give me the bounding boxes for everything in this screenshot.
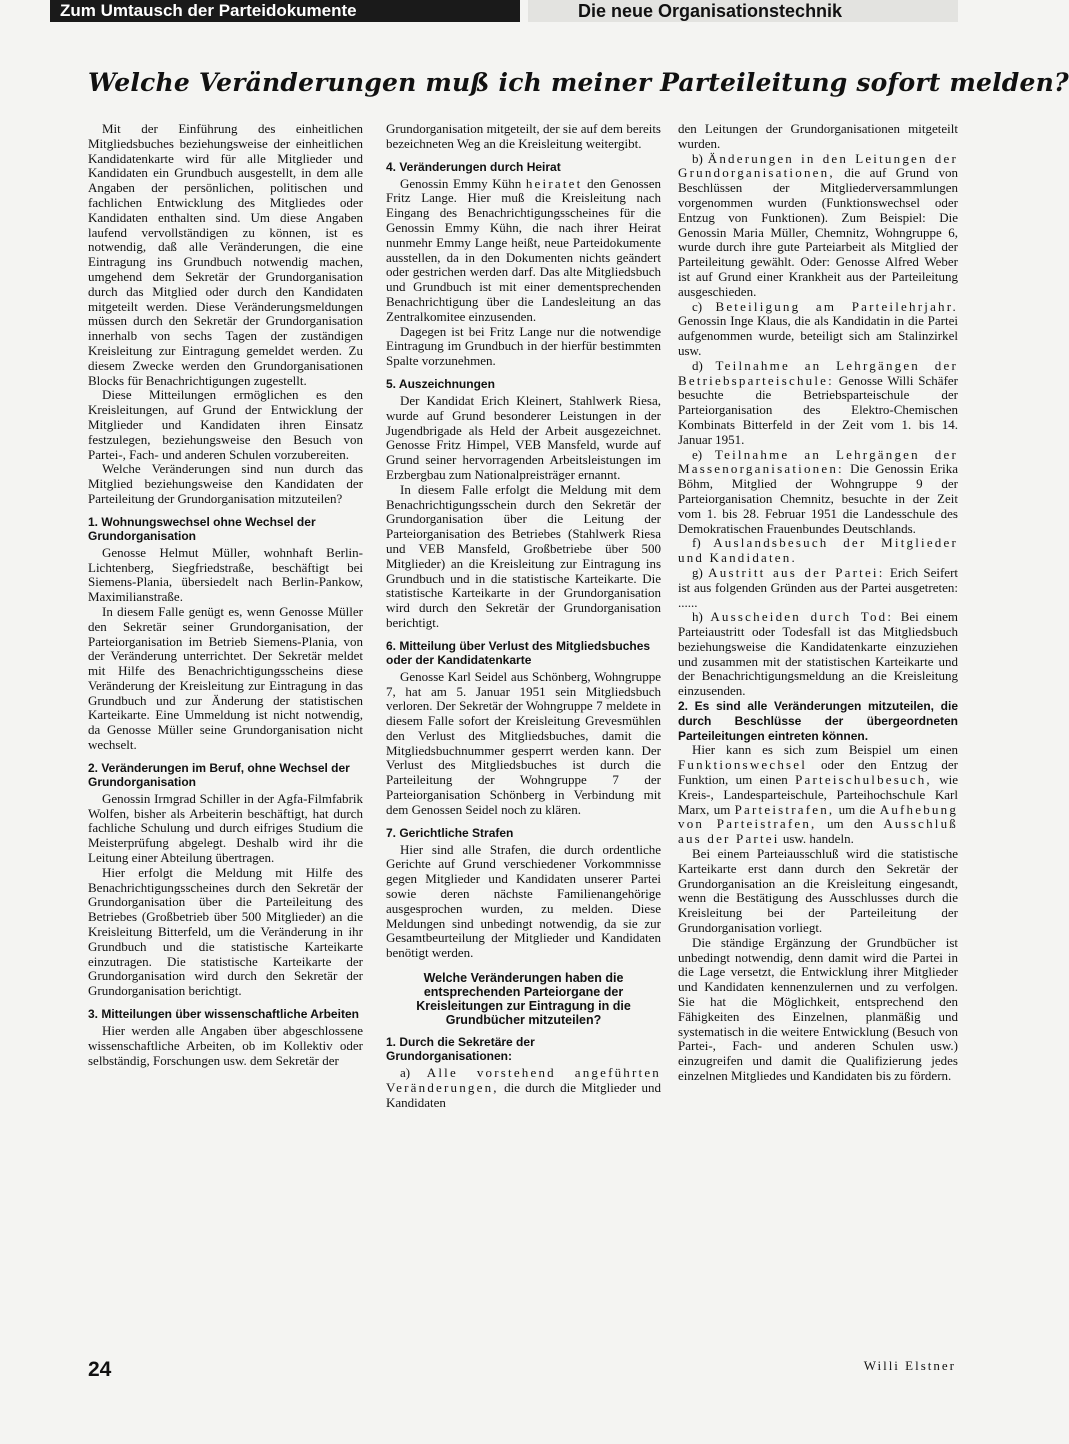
paragraph: Welche Veränderungen sind nun durch das Mitglied beziehungsweise den Kandidaten der Parteileitung der Grundorganisation mitzuteilen? [88, 461, 363, 506]
paragraph: Mit der Einführung des einheitlichen Mitgliedsbuches beziehungsweise der einheitlichen Kandidatenkarte wird für alle Mitglieder und Kandidaten ein Grundbuch ausgestellt, in dem alle Angaben der persönlichen, politischen und fachlichen Entwicklung des Mitgliedes oder Kandidaten enthalten sind. Um diese Angaben laufend vervollständigen zu können, ist es notwendig, daß alle Veränderungen, die eine Eintragung ins Grundbuch notwendig machen, umgehend dem Sekretär der Grundorganisation durch das Mitglied oder durch den Kandidaten mitgeteilt werden. Diese Veränderungsmeldungen müssen durch den Sekretär der Grundorganisation innerhalb von sechs Tagen der zuständigen Kreisleitung zur Eintragung gemeldet werden. Zu diesem Zwecke werden den Grundorganisationen Blocks für Benachrichtigungen zugestellt. [88, 121, 363, 388]
text-column-1 [88, 122, 363, 1334]
text-run: die durch die Mitglieder und Kandidaten [386, 1079, 662, 1110]
paragraph: Genosse Karl Seidel aus Schönberg, Wohngruppe 7, hat am 5. Januar 1951 sein Mitgliedsbuch verloren. Der Sekretär der Wohngruppe 7 meldete in diesem Falle sofort der Kreisleitung Grevesmühlen den Verlust des Mitgliedsbuches, damit die Mitgliedsbuchnummer gesperrt werden kann. Der Verlust des Mitgliedsbuches ist durch die Parteileitung der Wohngruppe 7 der Parteiorganisation Schönberg in Verbindung mit dem Genossen Seidel noch zu klären. [386, 668, 661, 817]
paragraph [678, 743, 958, 847]
section-heading: 5. Auszeichnungen [386, 376, 495, 391]
text-run: oder den Entzug der Funktion, um einen [678, 757, 958, 788]
spaced-text: Parteistrafen, [734, 801, 835, 817]
text-column-3 [678, 122, 958, 1352]
section-heading: 4. Veränderungen durch Heirat [386, 159, 561, 174]
spaced-text: Austritt aus der Partei: [708, 564, 885, 580]
paragraph: In diesem Falle erfolgt die Meldung mit dem Benachrichtigungsschein durch den Sekretär der Grundorganisation über die Leitung der Parteiorganisation des Betriebes (Stahlwerk Riesa und VEB Mansfeld, Großbetriebe über 500 Mitglieder) an die Kreisleitung zur Eintragung ins Grundbuch und in die statistische Karteikarte. Die statistische Karteikarte in der Grundorganisation wird durch den Sekretär der Grundorganisation berichtigt. [386, 481, 661, 630]
section-heading: 3. Mitteilungen über wissenschaftliche Arbeiten [88, 1007, 359, 1022]
paragraph: Genosse Helmut Müller, wohnhaft Berlin-Lichtenberg, Siegfriedstraße, beschäftigt bei Siemens-Plania, übersiedelt nach Berlin-Pankow, Maximilianstraße. [88, 544, 363, 605]
list-item [678, 448, 958, 537]
section-label-right: Die neue Organisationstechnik [528, 0, 958, 22]
section-heading: 7. Gerichtliche Strafen [386, 825, 514, 840]
article-title: Welche Veränderungen muß ich meiner Parteileitung sofort melden? [88, 68, 1069, 97]
item-marker: a) [400, 1065, 411, 1081]
author-signature: Willi Elstner [863, 1358, 956, 1373]
text-run: um den [826, 816, 873, 832]
text-run: Genossin Inge Klaus, die als Kandidatin in die Partei aufgenommen wurde, beteiligt sich am Stalinzirkel usw. [678, 313, 958, 358]
paragraph: Bei einem Parteiausschluß wird die statistische Karteikarte erst dann durch den Sekretär der Grundorganisation an die Kreisleitung eingesandt, wenn die Bestätigung des Ausschlusses durch die Kreisleitung bei der Parteileitung der Grundorganisation vorliegt. [678, 846, 958, 936]
paragraph: Dagegen ist bei Fritz Lange nur die notwendige Eintragung im Grundbuch in der hierfür bestimmten Spalte vorzunehmen. [386, 323, 661, 369]
text-run: den Genossen Fritz Lange. Hier muß die Kreisleitung nach Eingang des Benachrichtigungsscheines für die Genossin Emmy Kühn, die nach ihrer Heirat nunmehr Emmy Lange heißt, neue Parteidokumente ausstellen, da in den Dokumenten nichts geändert oder gestrichen werden darf. Das alte Mitgliedsbuch und Grundbuch ist mit einer dementsprechenden Benachrichtigung über die Landesleitung an das Zentralkomitee einzusenden. [386, 175, 662, 324]
question-heading: Welche Veränderungen haben die entsprechenden Parteiorgane der Kreisleitungen zur Eintragung in die Grundbücher mitzuteilen? [416, 971, 631, 1028]
list-item [678, 359, 958, 448]
paragraph: Der Kandidat Erich Kleinert, Stahlwerk Riesa, wurde auf Grund besonderer Leistungen in der Jugendbrigade als Held der Arbeit ausgezeichnet. Genosse Fritz Himpel, VEB Mansfeld, wurde auf Grund seiner hervorragenden Arbeitsleistungen im Erzbergbau zum Nationalpreisträger ernannt. [386, 392, 661, 482]
list-item [678, 610, 958, 699]
item-marker: h) [692, 609, 703, 625]
section-heading: 1. Durch die Sekretäre der Grundorganisationen: [386, 1035, 535, 1064]
paragraph: den Leitungen der Grundorganisationen mitgeteilt wurden. [678, 121, 958, 151]
text-run: wie Kreis-, Landesparteischule, Parteihochschule Karl Marx, um [678, 772, 959, 817]
text-run: Die Genossin Erika Böhm, Mitglied der Wohngruppe 9 der Parteiorganisation Chemnitz, besuchte in der Zeit vom 1. bis 28. Februar 1951 die Landesschule des Demokratischen Frauenbundes Deutschlands. [678, 461, 959, 536]
paragraph: Hier werden alle Angaben über abgeschlossene wissenschaftliche Arbeiten, ob im Kollektiv oder selbständig, Forschungen usw. dem Sekretär der [88, 1023, 363, 1068]
list-item [678, 152, 958, 300]
item-marker: c) [692, 298, 703, 314]
text-run: die auf Grund von Beschlüssen der Mitgliederversammlungen vorgenommen wurden (Funktionswechsel oder Entzug von Funktionen). Zum Beispiel: Die Genossin Maria Müller, Chemnitz, Wohngruppe 6, wurde durch ihre gute Parteiarbeit als Mitglied der Parteileitung gewählt. Oder: Genosse Alfred Weber ist auf Grund einer Krankheit aus der Parteileitung ausgeschieden. [678, 165, 959, 299]
item-marker: d) [692, 357, 703, 373]
spaced-text: Ausschluß aus der Partei [678, 816, 959, 847]
text-run: Erich Seifert ist aus folgenden Gründen aus der Partei ausgetreten: ...... [678, 564, 959, 610]
paragraph: Diese Mitteilungen ermöglichen es den Kreisleitungen, auf Grund der Entwicklung der Mitglieder und Kandidaten ihren Einsatz festzulegen, beziehungsweise den Besuch von Partei-, Fach- und anderen Schulen vorzubereiten. [88, 387, 363, 462]
list-item [678, 566, 958, 610]
text-column-2 [386, 122, 661, 1334]
text-run: Hier kann es sich zum Beispiel um einen [692, 742, 958, 758]
spaced-text: Teilnahme an Lehrgängen der Betriebsparteischule: [678, 357, 959, 388]
spaced-text: Aufhebung von Parteistrafen, [678, 801, 959, 832]
paragraph [386, 1066, 661, 1110]
paragraph: In diesem Falle genügt es, wenn Genosse Müller den Sekretär seiner Grundorganisation, der Parteiorganisation im Betrieb Siemens-Plania, von der Veränderung unterrichtet. Der Sekretär meldet mit Hilfe des Benachrichtigungsscheins diese Veränderung der Kreisleitung zur Eintragung in das Grundbuch und zur Änderung der statistischen Karteikarte. Eine Ummeldung ist nicht notwendig, da Genosse Müller seine Grundorganisation nicht wechselt. [88, 603, 363, 753]
paragraph: Grundorganisation mitgeteilt, der sie auf dem bereits bezeichneten Weg an die Kreisleitung weitergibt. [386, 121, 661, 151]
paragraph: Hier sind alle Strafen, die durch ordentliche Gerichte auf Grund verschiedener Vorkommnisse gegen Mitglieder und Kandidaten unserer Partei sowie deren nächste Familienangehörige ausgesprochen wurden, zu melden. Diese Meldungen sind unbedingt notwendig, da sie zur Gesamtbeurteilung der Mitglieder und Kandidaten benötigt werden. [386, 841, 661, 961]
paragraph: Genossin Irmgrad Schiller in der Agfa-Filmfabrik Wolfen, bisher als Arbeiterin beschäftigt, hat durch fachliche Schulung und durch eifriges Studium die Meisterprüfung abgelegt. Deshalb wird ihr die Leitung einer Abteilung übertragen. [88, 790, 363, 866]
spaced-text: Alle vorstehend angeführten Veränderungen, [386, 1065, 662, 1095]
section-label-left: Zum Umtausch der Parteidokumente [50, 0, 520, 22]
item-marker: b) [692, 150, 703, 166]
text-run: Bei einem Parteiaustritt oder Todesfall ist das Mitgliedsbuch beziehungsweise die Kandidatenkarte einzuziehen und zusammen mit der statistischen Karteikarte und der Benachrichtigungsmeldung an die Kreisleitung einzusenden. [678, 609, 959, 699]
spaced-text: Auslandsbesuch der Mitglieder und Kandidaten. [678, 535, 959, 566]
item-marker: f) [692, 535, 701, 551]
text-run: usw. handeln. [782, 831, 854, 847]
text-run: um die [838, 801, 876, 817]
text-run: Genossin Emmy Kühn [400, 175, 522, 191]
spaced-text: Beteiligung am Parteilehrjahr. [715, 298, 958, 314]
list-item [678, 536, 958, 566]
spaced-text: Funktionswechsel [678, 757, 808, 773]
spaced-text: Änderungen in den Leitungen der Grundorganisationen, [678, 150, 958, 181]
section-heading: 2. Es sind alle Veränderungen mitzuteilen, die durch Beschlüsse der übergeordneten Parteileitungen eintreten können. [678, 699, 958, 743]
item-marker: e) [692, 446, 703, 462]
paragraph [386, 177, 661, 325]
spaced-text: Teilnahme an Lehrgängen der Massenorganisationen: [678, 446, 959, 477]
list-item [678, 300, 958, 359]
section-heading: 2. Veränderungen im Beruf, ohne Wechsel der Grundorganisation [88, 760, 350, 789]
section-heading: 1. Wohnungswechsel ohne Wechsel der Grundorganisation [88, 514, 316, 543]
page-header [0, 0, 1024, 24]
spaced-text: Parteischulbesuch, [795, 772, 932, 788]
paragraph: Hier erfolgt die Meldung mit Hilfe des Benachrichtigungsscheines durch den Sekretär der Grundorganisation über die Parteileitung des Betriebes (Großbetrieb über 500 Mitglieder) an die Kreisleitung Bitterfeld, um die Veränderung in ihr Grundbuch und die statistische Karteikarte einzutragen. Die statistische Karteikarte der Grundorganisation wird durch den Sekretär der Grundorganisation berichtigt. [88, 864, 363, 999]
spaced-text: heiratet [525, 175, 583, 191]
spaced-text: Ausscheiden durch Tod: [710, 609, 894, 625]
item-marker: g) [692, 564, 703, 580]
paragraph: Die ständige Ergänzung der Grundbücher ist unbedingt notwendig, denn damit wird die Partei in die Lage versetzt, die Entwicklung ihrer Mitglieder und Kandidaten kennenzulernen und zu verfolgen. Sie hat die Möglichkeit, entsprechend den Fähigkeiten des Einzelnen, planmäßig und systematisch in die weitere Entwicklung (Besuch von Partei-, Fach- und anderen Schulen usw.) einzugreifen und damit die Qualifizierung jedes einzelnen Mitgliedes und Kandidaten bis zu fördern. [678, 934, 958, 1083]
section-heading: 6. Mitteilung über Verlust des Mitgliedsbuches oder der Kandidatenkarte [386, 638, 651, 667]
page-number: 24 [88, 1358, 112, 1381]
text-run: Genosse Willi Schäfer besuchte die Betriebsparteischule der Parteiorganisation des Elektro-Chemischen Kombinats Bitterfeld in der Zeit vom 1. bis 14. Januar 1951. [678, 372, 958, 447]
